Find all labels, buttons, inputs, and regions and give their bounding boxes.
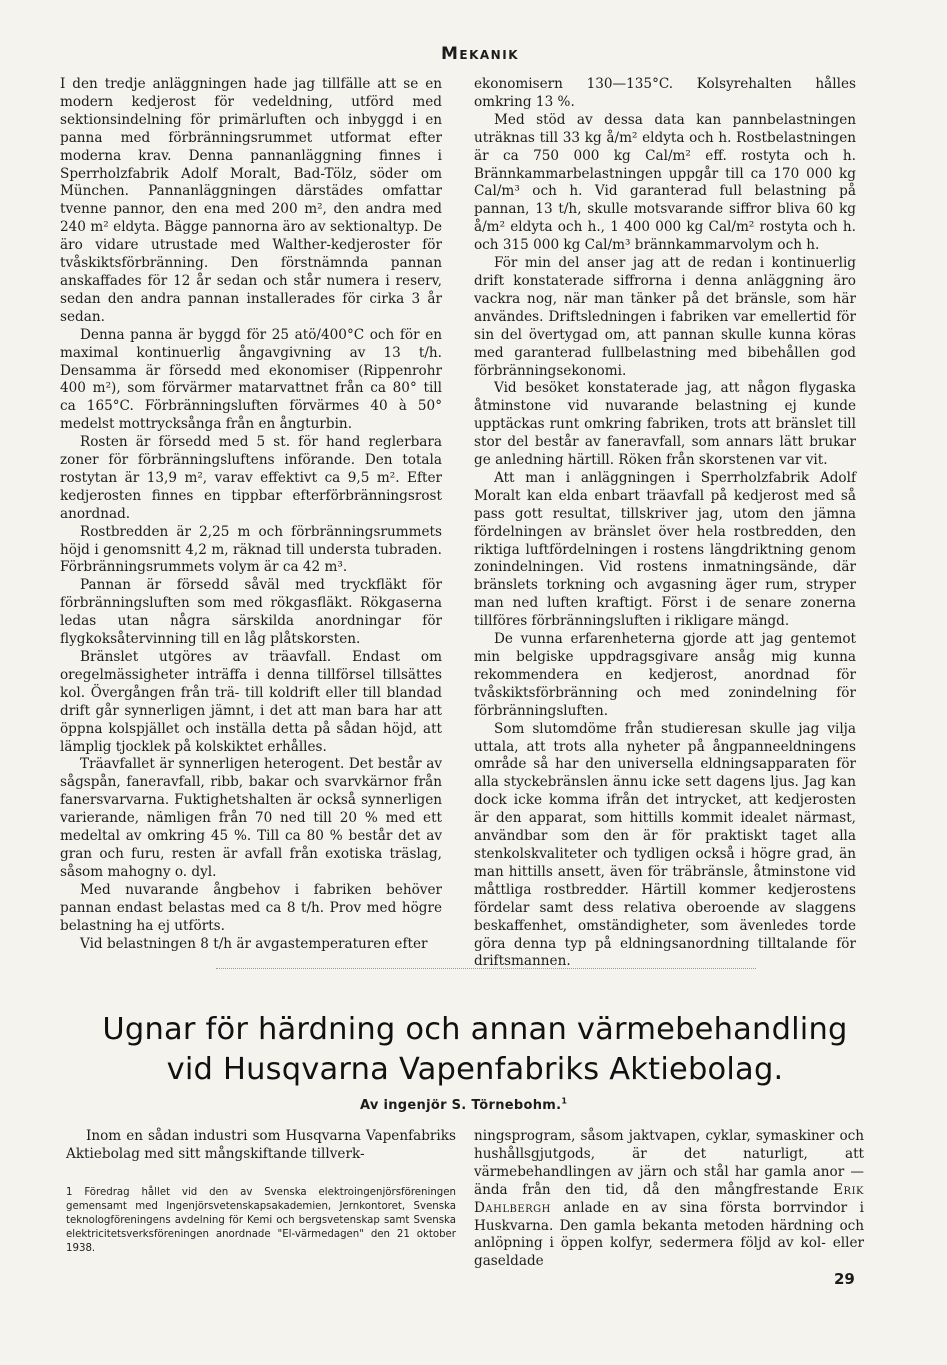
paragraph: Med stöd av dessa data kan pannbelastningen uträknas till 33 kg å/m² eldyta och h. Rostbelastningen är ca 750 000 kg Cal/m² eff. rostyta och h. Brännkammarbelastningen uppgår till ca 170 000 kg Cal/m³ och h. Vid garanterad full belastning på pannan, 13 t/h, skulle motsvarande siffror bliva 60 kg å/m² eldyta och h., 1 400 000 kg Cal/m² rostyta och h. och 315 000 kg Cal/m³ brännkammarvolym och h. (474, 111, 856, 254)
article-right-column (474, 1128, 864, 1271)
article-title (90, 1010, 860, 1090)
paragraph: Inom en sådan industri som Husqvarna Vapenfabriks Aktiebolag med sitt mångskiftande tillverk- (66, 1128, 456, 1162)
footnote-text: Föredrag hållet vid den av Svenska elektroingenjörsföreningen gemensamt med Ingenjörsvetenskapsakademien, Jernkontoret, Svenska teknologföreningens avdelning för Kemi och bergsvetenskap samt Svenska elektricitetsverksföreningen anordnade "El-värmedagen" den 21 oktober 1938. (66, 1187, 456, 1254)
page-number: 29 (834, 1270, 855, 1288)
paragraph (474, 1128, 864, 1271)
footnote-mark: 1 (561, 1096, 568, 1106)
paragraph: Rostbredden är 2,25 m och förbränningsrummets höjd i genomsnitt 4,2 m, räknad till understa tubraden. Förbränningsrummets volym är ca 42 m³. (60, 523, 442, 576)
paragraph: Vid belastningen 8 t/h är avgastemperaturen efter (80, 935, 428, 952)
paragraph: Denna panna är byggd för 25 atö/400°C och för en maximal kontinuerlig ångavgivning av 13 t/h. Densamma är försedd med ekonomiser (Rippenrohr 400 m²), som förvärmer matarvattnet från ca 80° till ca 165°C. Förbränningsluften förvärmes 40 à 50° medelst mottrycksånga från en ångturbin. (60, 326, 442, 433)
paragraph: För min del anser jag att de redan i kontinuerlig drift konstaterade siffrorna i denna anläggning äro vackra nog, när man tänker på det bränsle, som här användes. Driftsledningen i fabriken var emellertid för sin del övertygad om, att pannan skulle kunna köras med garanterad fullbelastning med bibehållen god förbränningsekonomi. (474, 255, 856, 379)
footnote-mark: 1 (66, 1187, 73, 1198)
paragraph: Träavfallet är synnerligen heterogent. Det består av sågspån, faneravfall, ribb, bakar och svarvkärnor från fanersvarvarna. Fuktighetshalten är också synnerligen varierande, nämligen från 70 ned till 20 % med ett medeltal av omkring 45 %. Till ca 80 % består det av gran och furu, resten är avfall från exotiska träslag, såsom mahogny o. dyl. (60, 756, 442, 880)
byline-author: Törnebohm. (471, 1098, 562, 1113)
paragraph: Att man i anläggningen i Sperrholzfabrik Adolf Moralt kan elda enbart träavfall på kedjerost med så pass gott resultat, tillskriver jag, utom den jämna fördelningen av bränslet över hela rostbredden, den riktiga luftfördelningen i rostens längdriktning genom zonindelningen. Vid rostens inmatningsände, där bränslets torkning och avgasning äger rum, stryper man ned luften kraftigt. Först i de senare zonerna tillföres förbränningsluften i rikligare mängd. (474, 469, 856, 630)
title-line: Ugnar för härdning och annan värmebehandling (102, 1012, 848, 1047)
text-run: anlade en av sina första borrvindor i Huskvarna. Den gamla bekanta metoden härdning och anlöpning i öppen kolfyr, sedermera följd av kol- eller gaseldade (474, 1199, 865, 1270)
paragraph: Pannan är försedd såväl med tryckfläkt för förbränningsluften som med rökgasfläkt. Rökgaserna ledas utan några särskilda anordningar för flygkoksåtervinning till en låg plåtskorsten. (60, 577, 442, 648)
left-column (60, 76, 442, 953)
paragraph: I den tredje anläggningen hade jag tillfälle att se en modern kedjerost för vedeldning, utförd med sektionsindelning för primärluften och inbyggd i en panna med förbränningsrummet utformat efter moderna krav. Denna pannanläggning finnes i Sperrholzfabrik Adolf Moralt, Bad-Tölz, söder om München. Pannanläggningen därstädes omfattar tvenne pannor, den ena med 200 m², den andra med 240 m² eldyta. Bägge pannorna äro av sektionaltyp. De äro vidare utrustade med Walther-kedjeroster för tvåskiktsförbränning. Den förstnämnda pannan anskaffades för 12 år sedan och står numera i reserv, sedan den andra pannan installerades för cirka 3 år sedan. (60, 76, 442, 325)
person-name: Erik Dahlbergh (474, 1181, 864, 1216)
article-left-column (66, 1128, 456, 1164)
byline-prefix: Av ingenjör S. (360, 1098, 467, 1113)
paragraph: Rosten är försedd med 5 st. för hand reglerbara zoner för förbränningsluftens införande. Den totala rostytan är 13,9 m², varav effektivt ca 9,5 m². Efter kedjerosten finnes en tippbar efterförbränningsrost anordnad. (60, 434, 442, 522)
paragraph: Som slutomdöme från studieresan skulle jag vilja uttala, att trots alla nyheter på ångpanneeldningens område så har den universella eldningsapparaten för alla styckebränslen ännu icke sett dagens ljus. Jag kan dock icke komma ifrån det intrycket, att kedjerosten är den apparat, som hittills kommit idealet närmast, användbar som den är för praktiskt taget alla stenkolskvaliteter och tydligen också i högre grad, än man hittills ansett, även för träbränsle, åtminstone vid måttliga rostbredder. Härtill kommer kedjerostens fördelar samt dess relativa oberoende av slaggens beskaffenhet, omständigheter, som ävenledes torde göra denna typ på eldningsanordning tilltalande för driftsmannen. (474, 720, 856, 970)
paragraph: Med nuvarande ångbehov i fabriken behöver pannan endast belastas med ca 8 t/h. Prov med högre belastning ha ej utförts. (60, 881, 442, 934)
text-run: ningsprogram, såsom jaktvapen, cyklar, symaskiner och hushållsgjutgods, är det naturligt, att värmebehandlingen av järn och stål har gamla anor — ända från den tid, då den mångfrestande (474, 1128, 864, 1198)
title-line: vid Husqvarna Vapenfabriks Aktiebolag. (166, 1052, 784, 1087)
section-header: Mekanik (440, 44, 519, 64)
paragraph: Vid besöket konstaterade jag, att någon flygaska åtminstone vid nuvarande belastning ej kunde upptäckas runt omkring fabriken, trots att bränslet till stor del består av faneravfall, som annars lätt brukar ge anledning härtill. Röken från skorstenen var vit. (474, 380, 856, 469)
byline (360, 1098, 830, 1113)
right-column (474, 76, 856, 971)
paragraph: De vunna erfarenheterna gjorde att jag gentemot min belgiske uppdragsgivare ansåg mig kunna rekommendera en kedjerost, anordnad för tvåskiktsförbränning och med zonindelning för förbränningsluften. (474, 631, 856, 719)
footnote (66, 1186, 456, 1256)
paragraph: Bränslet utgöres av träavfall. Endast om oregelmässigheter inträffa i denna tillförsel tillsättes kol. Övergången från trä- till koldrift eller till blandad drift går synnerligen jämnt, i det att man bara har att öppna kolspjället och inställa detta på sådan höjd, att lämplig tjocklek på kolskiktet erhålles. (60, 649, 442, 755)
paragraph: ekonomisern 130—135°C. Kolsyrehalten hålles omkring 13 %. (474, 76, 856, 110)
section-divider (216, 968, 756, 969)
